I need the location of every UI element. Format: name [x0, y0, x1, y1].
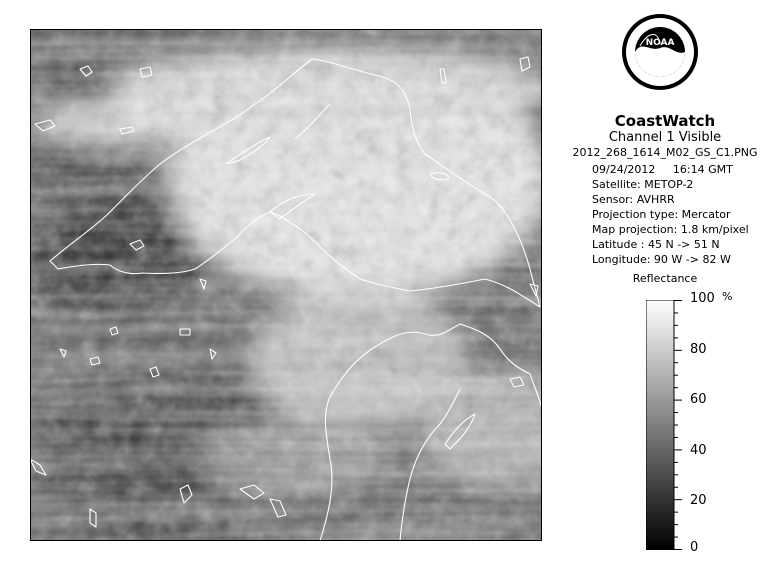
- date-time-line: [592, 162, 733, 177]
- longitude-label: Longitude: 90 W -> 82 W: [592, 253, 731, 266]
- satellite-image: [30, 29, 542, 541]
- sensor-label: Sensor: AVHRR: [592, 193, 675, 206]
- projection-type-label: Projection type: Mercator: [592, 208, 731, 221]
- scale-tick-label: 60: [690, 392, 707, 407]
- filename-label: 2012_268_1614_M02_GS_C1.PNG: [572, 146, 758, 159]
- reflectance-scale: [646, 300, 682, 550]
- scale-tick-label: 40: [690, 443, 707, 458]
- scale-tick-label: 0: [690, 540, 699, 555]
- channel-title: Channel 1 Visible: [608, 130, 722, 145]
- latitude-label: Latitude : 45 N -> 51 N: [592, 238, 720, 251]
- satellite-label: Satellite: METOP-2: [592, 178, 694, 191]
- logo-text: NOAA: [645, 38, 675, 48]
- scale-tick-label: 100: [690, 291, 715, 306]
- scale-tick-label: 20: [690, 493, 707, 508]
- time-label: 16:14 GMT: [672, 163, 733, 176]
- brand-title: CoastWatch: [614, 112, 716, 130]
- scale-tick-label: 80: [690, 342, 707, 357]
- scale-title: Reflectance: [632, 272, 698, 285]
- scale-unit-label: %: [722, 290, 733, 303]
- map-projection-label: Map projection: 1.8 km/pixel: [592, 223, 749, 236]
- date-label: 09/24/2012: [592, 163, 656, 176]
- noaa-logo-icon: [620, 12, 700, 108]
